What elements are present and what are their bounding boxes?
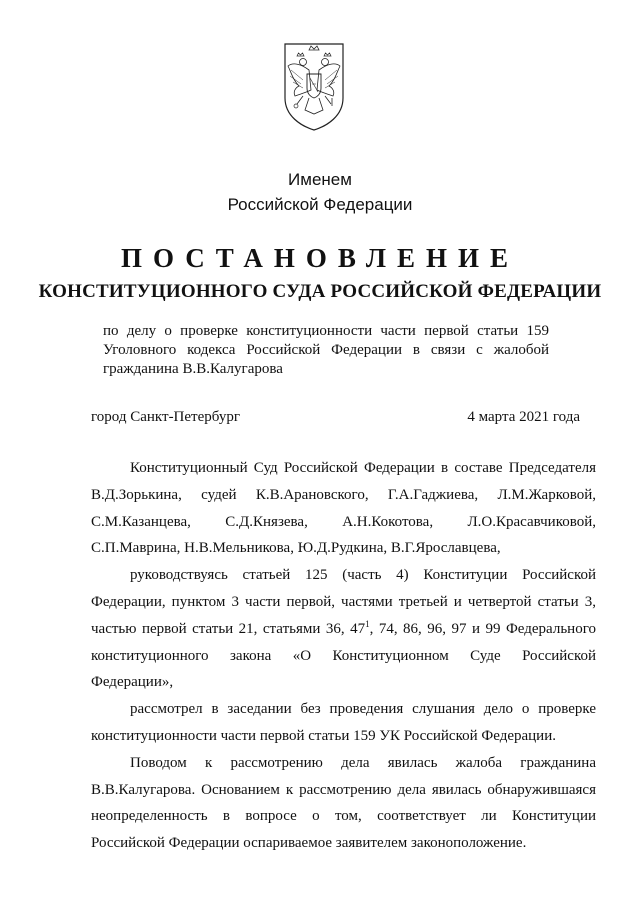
document-body (91, 455, 596, 857)
body-line: С.П.Маврина, Н.В.Мельникова, Ю.Д.Рудкина, В.Г.Ярославцева, (91, 540, 501, 557)
case-line: гражданина В.В.Калугарова (103, 361, 283, 377)
document-title: ПОСТАНОВЛЕНИЕ (120, 243, 520, 273)
body-line-part: , 74, 86, 96, 97 и 99 Федерального (369, 620, 596, 637)
body-line: Федерации, пунктом 3 части первой, частями третьей и четвертой статьи 3, (91, 593, 596, 610)
superscript: 1 (365, 618, 370, 629)
body-line: Конституционный Суд Российской Федерации в составе Председателя (130, 460, 596, 476)
body-line: С.М.Казанцева, С.Д.Князева, А.Н.Кокотова, Л.О.Красавчиковой, (91, 513, 596, 530)
document-subtitle: КОНСТИТУЦИОННОГО СУДА РОССИЙСКОЙ ФЕДЕРАЦИИ (38, 281, 602, 302)
body-line: конституционности части первой статьи 159 УК Российской Федерации. (91, 727, 556, 744)
body-line: Федерации», (91, 674, 174, 691)
body-line: В.В.Калугарова. Основанием к рассмотрению дела явилась обнаружившаяся (91, 781, 596, 798)
body-line: конституционного закона «О Конституционном Суде Российской (91, 647, 596, 664)
coat-of-arms-emblem (279, 40, 349, 132)
body-line: Российской Федерации оспариваемое заявителем законоположение. (91, 835, 527, 852)
date: 4 марта 2021 года (467, 409, 580, 425)
place: город Санкт-Петербург (91, 409, 240, 425)
body-line: неопределенность в вопросе о том, соответствует ли Конституции (91, 808, 596, 825)
body-line-part: частью первой статьи 21, статьями 36, 47 (91, 620, 366, 637)
header-line-russian-federation: Российской Федерации (227, 195, 413, 214)
body-line: руководствуясь статьей 125 (часть 4) Конституции Российской (130, 567, 596, 584)
case-line: Уголовного кодекса Российской Федерации в связи с жалобой (103, 342, 549, 358)
header-line-in-the-name: Именем (288, 170, 352, 189)
body-line: В.Д.Зорькина, судей К.В.Арановского, Г.А.Гаджиева, Л.М.Жарковой, (91, 486, 596, 503)
case-line: по делу о проверке конституционности части первой статьи 159 (103, 323, 549, 339)
body-line-with-superscript (91, 616, 596, 643)
body-line: рассмотрел в заседании без проведения слушания дело о проверке (130, 701, 596, 718)
body-line: Поводом к рассмотрению дела явилась жалоба гражданина (130, 754, 596, 771)
case-description (103, 322, 549, 379)
